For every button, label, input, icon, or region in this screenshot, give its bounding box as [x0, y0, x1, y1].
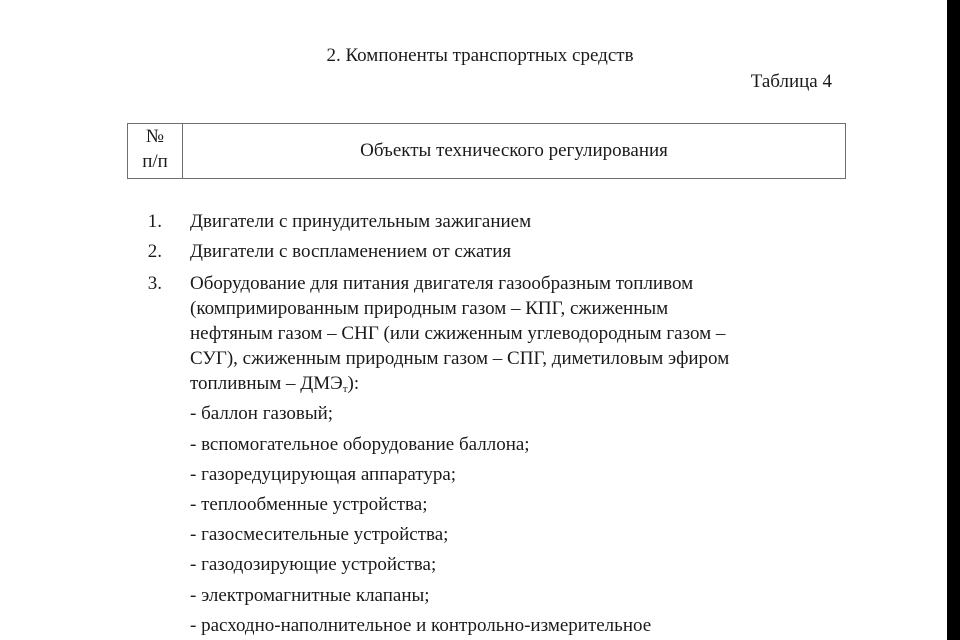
list-item-text: Двигатели с принудительным зажиганием — [190, 211, 532, 232]
list-item-text: Оборудование для питания двигателя газообразным топливом — [190, 273, 694, 294]
item-number: 2. — [147, 241, 162, 262]
sub-item: - электромагнитные клапаны; — [190, 585, 430, 606]
sub-item: - баллон газовый; — [190, 403, 334, 424]
sub-item: - теплообменные устройства; — [190, 494, 428, 515]
sub-item: - газодозирующие устройства; — [190, 554, 437, 575]
header-number-sign: № — [145, 126, 165, 147]
table-caption: Таблица 4 — [750, 71, 832, 92]
sub-item: - газосмесительные устройства; — [190, 524, 449, 545]
item-number: 1. — [147, 211, 162, 232]
list-item-text: Двигатели с воспламенением от сжатия — [190, 241, 512, 262]
fuel-subscript: т — [342, 383, 348, 395]
section-title: 2. Компоненты транспортных средств — [326, 45, 634, 66]
item-number: 3. — [147, 273, 162, 294]
fuel-label-end: ): — [347, 373, 360, 394]
header-cell-number — [128, 124, 183, 178]
sub-item: - вспомогательное оборудование баллона; — [190, 434, 530, 455]
table-header — [127, 123, 846, 179]
list-item-text: нефтяным газом – СНГ (или сжиженным углеводородным газом – — [190, 323, 726, 344]
header-number-abbr: п/п — [142, 151, 168, 172]
list-item-text: СУГ), сжиженным природным газом – СПГ, диметиловым эфиром — [190, 348, 730, 369]
list-item-text-last — [190, 372, 359, 396]
sub-item: - расходно-наполнительное и контрольно-измерительное — [190, 615, 652, 636]
sub-item: - газоредуцирующая аппаратура; — [190, 464, 457, 485]
fuel-label: топливным – ДМЭ — [190, 373, 343, 394]
header-cell-objects: Объекты технического регулирования — [360, 140, 668, 161]
list-item-text: (компримированным природным газом – КПГ, сжиженным — [190, 298, 669, 319]
